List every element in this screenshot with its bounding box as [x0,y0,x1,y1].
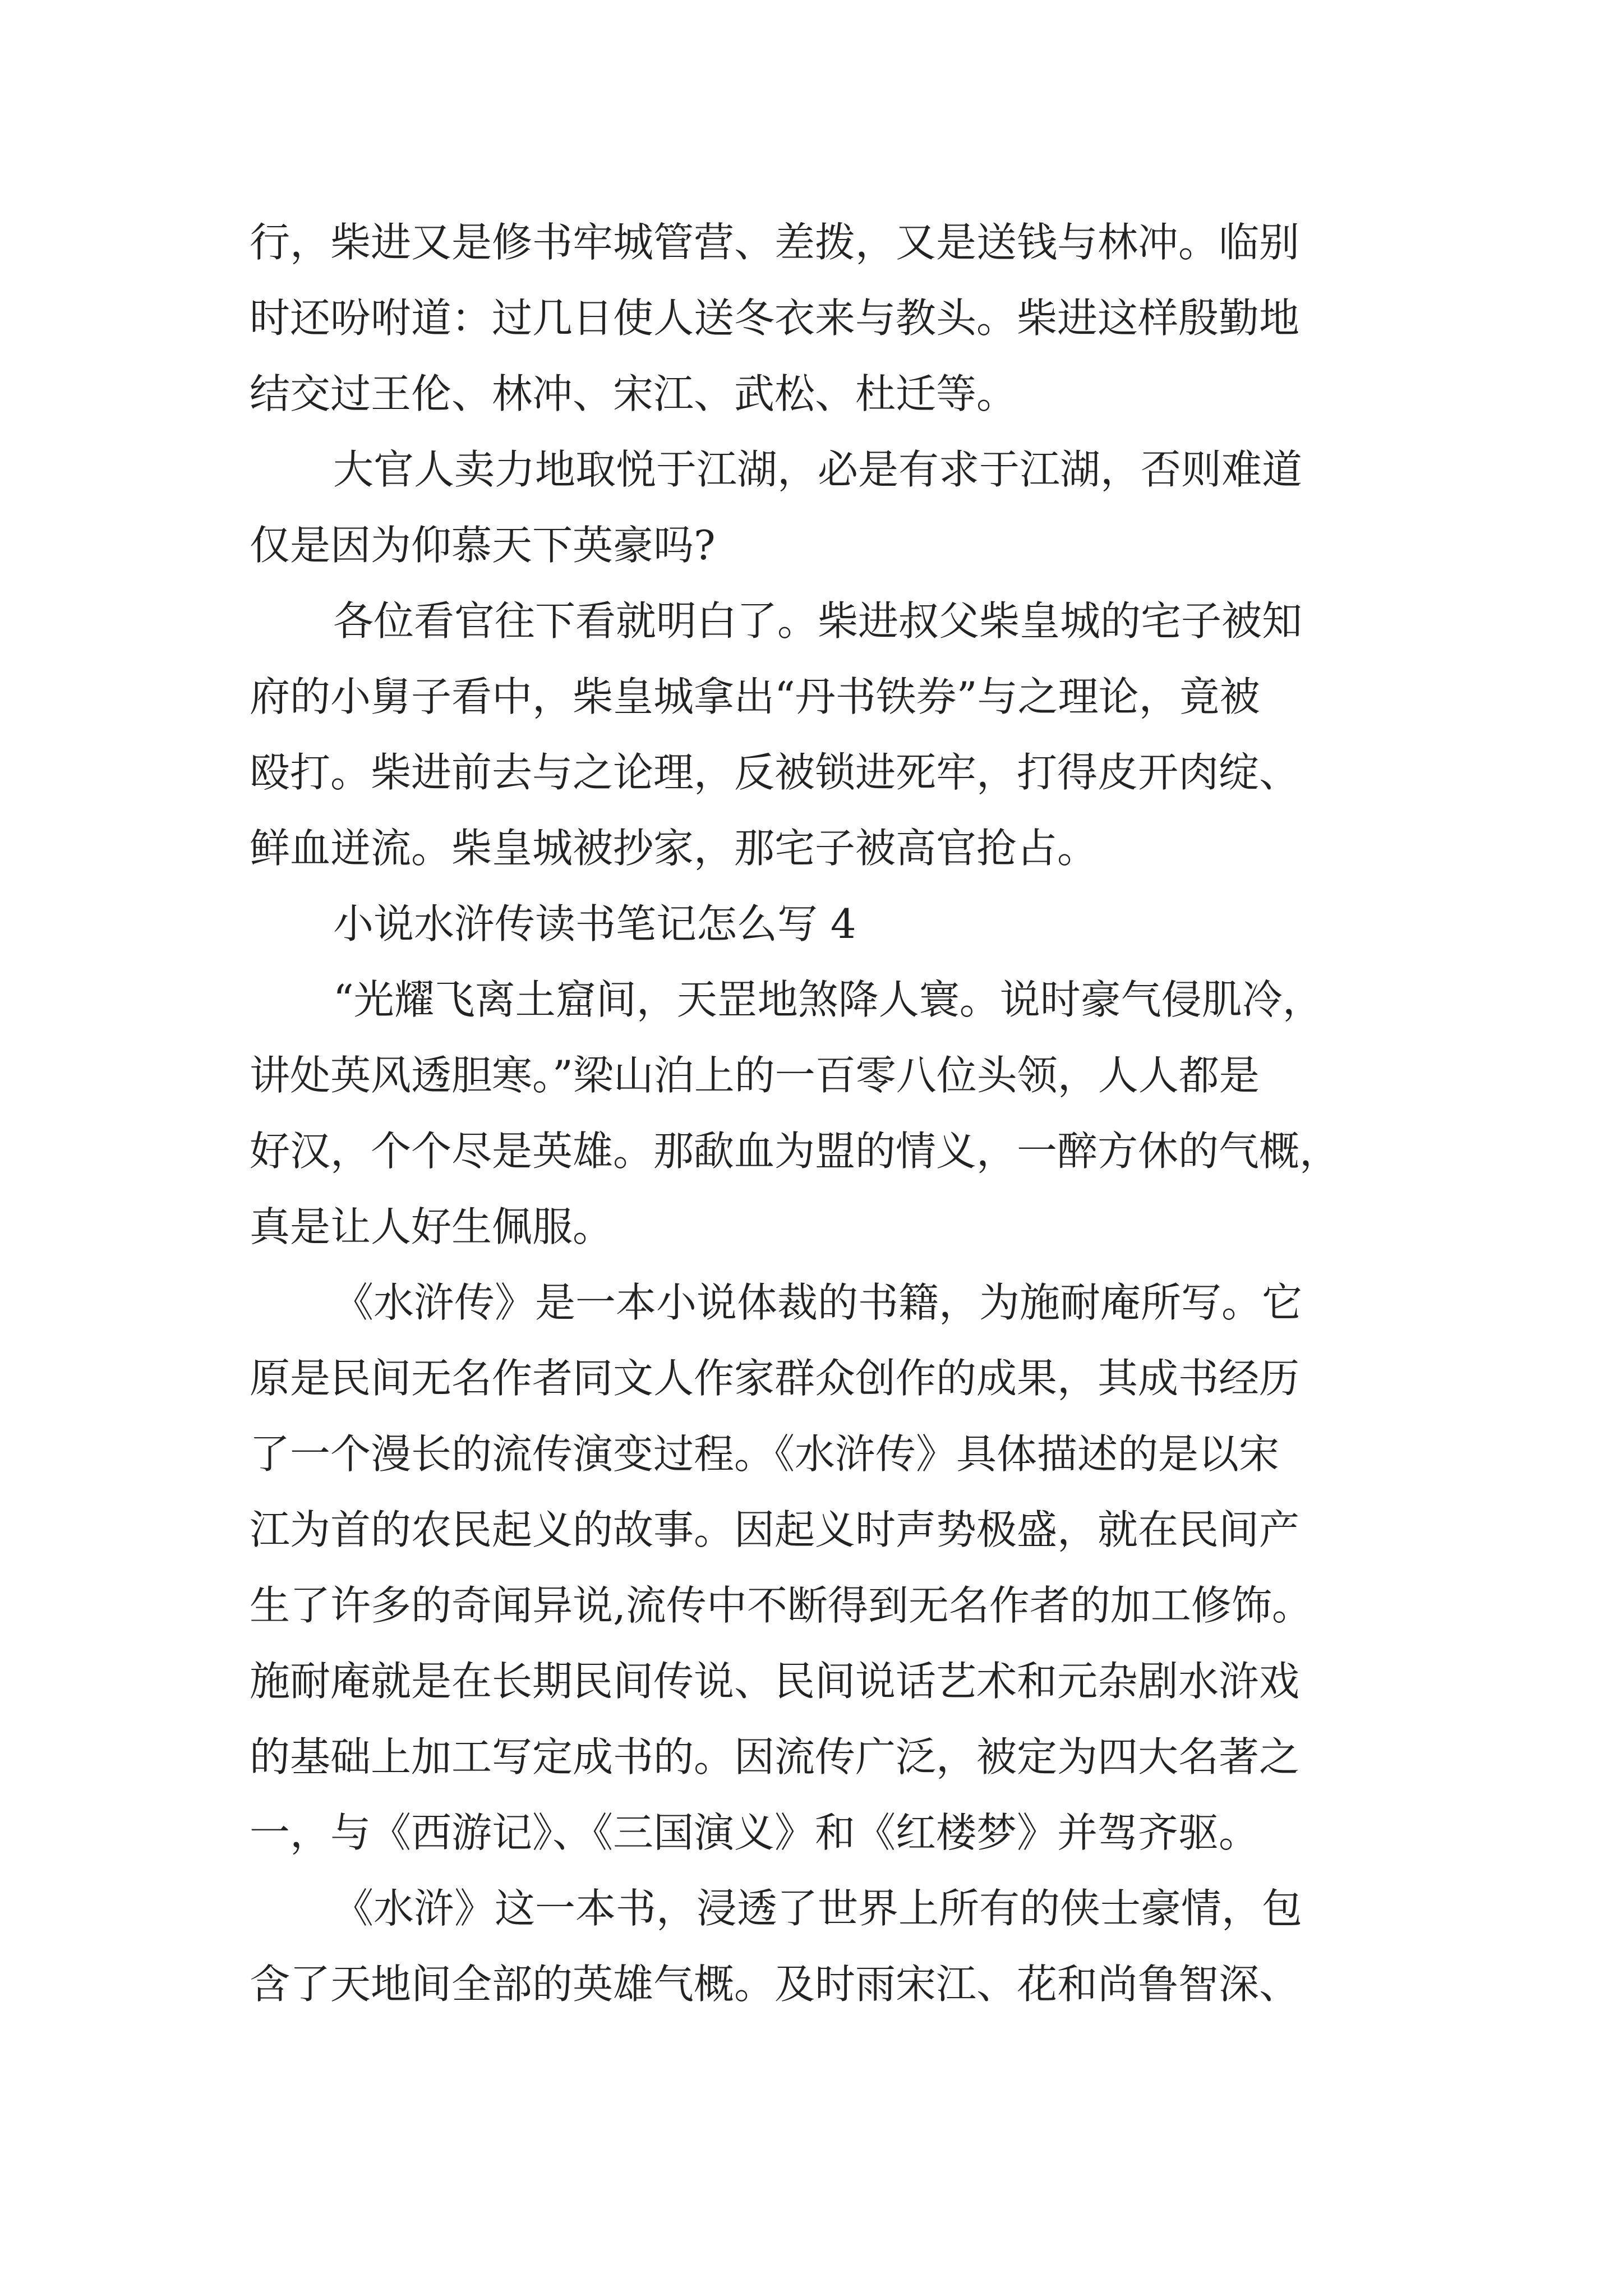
text-line: 殴打。柴进前去与之论理，反被锁进死牢，打得皮开肉绽、 [250,749,1300,796]
text-line: 一，与《西游记》、《三国演义》和《红楼梦》并驾齐驱。 [250,1809,1260,1856]
text-line: 结交过王伦、林冲、宋江、武松、杜迁等。 [250,370,1017,417]
text-line: 江为首的农民起义的故事。因起义时声势极盛，就在民间产 [250,1506,1300,1553]
text-line: 行，柴进又是修书牢城管营、差拨，又是送钱与林冲。临别 [250,219,1300,266]
text-line: 施耐庵就是在长期民间传说、民间说话艺术和元杂剧水浒戏 [250,1658,1300,1705]
section-heading: 小说水浒传读书笔记怎么写 4 [333,900,856,947]
paragraph-first-line: 《水浒传》是一本小说体裁的书籍，为施耐庵所写。它 [333,1279,1303,1326]
text-line: 时还吩咐道：过几日使人送冬衣来与教头。柴进这样殷勤地 [250,295,1300,342]
document-page [250,205,1394,2022]
paragraph-first-line: 各位看官往下看就明白了。柴进叔父柴皇城的宅子被知 [333,597,1303,645]
text-line: 真是让人好生佩服。 [250,1203,614,1250]
text-line: 府的小舅子看中，柴皇城拿出“丹书铁券”与之理论，竟被 [250,673,1260,720]
text-line: 讲处英风透胆寒。”梁山泊上的一百零八位头领，人人都是 [250,1052,1260,1099]
paragraph-first-line: “光耀飞离土窟间，天罡地煞降人寰。说时豪气侵肌冷， [333,976,1323,1023]
text-line: 含了天地间全部的英雄气概。及时雨宋江、花和尚鲁智深、 [250,1961,1300,2008]
text-line: 仅是因为仰慕天下英豪吗? [250,522,716,569]
text-line: 的基础上加工写定成书的。因流传广泛，被定为四大名著之 [250,1733,1300,1780]
text-line: 生了许多的奇闻异说,流传中不断得到无名作者的加工修饰。 [250,1582,1312,1629]
paragraph-first-line: 《水浒》这一本书，浸透了世界上所有的侠士豪情，包 [333,1885,1303,1932]
text-line: 鲜血迸流。柴皇城被抄家，那宅子被高官抢占。 [250,825,1098,872]
text-line: 了一个漫长的流传演变过程。《水浒传》具体描述的是以宋 [250,1430,1280,1478]
text-line: 原是民间无名作者同文人作家群众创作的成果，其成书经历 [250,1355,1300,1402]
paragraph-first-line: 大官人卖力地取悦于江湖，必是有求于江湖，否则难道 [333,446,1303,493]
text-line: 好汉，个个尽是英雄。那歃血为盟的情义，一醉方休的气概， [250,1128,1340,1175]
